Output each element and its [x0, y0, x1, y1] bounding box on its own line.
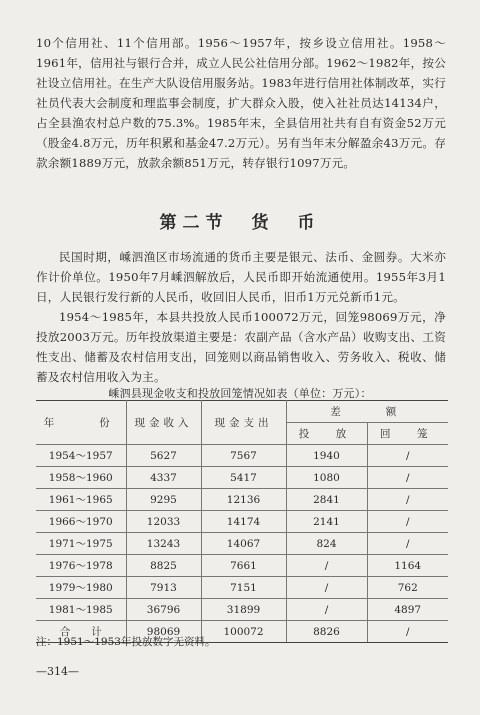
header-year: 年 份 — [36, 401, 126, 445]
cell-release: / — [286, 577, 367, 599]
paragraph-credit-cooperatives: 10个信用社、11个信用部。1956～1957年，按乡设立信用社。1958～1961年，信用社与银行合并，成立人民公社信用分部。1962～1982年，按公社设立信用社。在生产大队设信用服务站。1983年进行信用社体制改革，实行社员代表大会制度和理监事会制度，扩大群众入股，使入社社员达14134户，占全县渔农村总户数的75.3%。1985年末，全县信用社共有自有资金52万元（股金4.8万元，历年积累和基金47.2万元）。另有当年末分解盈余43万元。存款余额1889万元，放款余额851万元，转存银行1097万元。 — [36, 36, 446, 170]
header-release: 投 放 — [286, 423, 367, 445]
cell-release: 1080 — [286, 467, 367, 489]
cell-year: 1981～1985 — [36, 599, 126, 621]
cell-year: 合 计 — [36, 621, 126, 643]
cell-income: 4337 — [126, 467, 201, 489]
table-row — [36, 467, 448, 489]
cell-income: 36796 — [126, 599, 201, 621]
cell-expense: 7567 — [201, 445, 286, 467]
cell-income: 9295 — [126, 489, 201, 511]
cell-release: 2841 — [286, 489, 367, 511]
cell-year: 1954～1957 — [36, 445, 126, 467]
table-row — [36, 599, 448, 621]
cell-income: 8825 — [126, 555, 201, 577]
cell-income: 5627 — [126, 445, 201, 467]
cell-year: 1966～1970 — [36, 511, 126, 533]
cell-withdraw: 1164 — [367, 555, 448, 577]
cell-withdraw: 762 — [367, 577, 448, 599]
table-row — [36, 445, 448, 467]
cell-withdraw: / — [367, 467, 448, 489]
header-withdraw: 回 笼 — [367, 423, 448, 445]
cell-expense: 31899 — [201, 599, 286, 621]
cell-release: / — [286, 555, 367, 577]
table-header-row — [36, 401, 448, 423]
cell-release: / — [286, 599, 367, 621]
cell-withdraw: / — [367, 511, 448, 533]
cell-expense: 7661 — [201, 555, 286, 577]
header-difference: 差 额 — [286, 401, 448, 423]
table-row — [36, 511, 448, 533]
paragraph-currency-release: 1954～1985年，本县共投放人民币100072万元，回笼98069万元，净投放2003万元。历年投放渠道主要是：农副产品（含水产品）收购支出、工资性支出、储蓄及农村信用支出，回笼则以商品销售收入、劳务收入、税收、储蓄及农村信用收入为主。 — [36, 310, 446, 384]
page-number: —314— — [36, 665, 79, 678]
cell-release: 8826 — [286, 621, 367, 643]
cell-expense: 7151 — [201, 577, 286, 599]
table-row — [36, 577, 448, 599]
cell-year: 1976～1978 — [36, 555, 126, 577]
table-row — [36, 555, 448, 577]
cell-withdraw: 4897 — [367, 599, 448, 621]
cell-expense: 12136 — [201, 489, 286, 511]
cell-expense: 5417 — [201, 467, 286, 489]
cell-expense: 100072 — [201, 621, 286, 643]
table-row — [36, 489, 448, 511]
cell-withdraw: / — [367, 445, 448, 467]
cell-expense: 14067 — [201, 533, 286, 555]
table-row — [36, 533, 448, 555]
cell-expense: 14174 — [201, 511, 286, 533]
cell-year: 1958～1960 — [36, 467, 126, 489]
cell-withdraw: / — [367, 533, 448, 555]
section-title: 第二节 货 币 — [159, 213, 321, 233]
cell-year: 1961～1965 — [36, 489, 126, 511]
cash-table — [36, 400, 448, 643]
table-note: 注：1951～1953年投放数字无资料。 — [36, 636, 216, 648]
cell-income: 12033 — [126, 511, 201, 533]
header-expense: 现金支出 — [201, 401, 286, 445]
cell-withdraw: / — [367, 621, 448, 643]
cell-income: 7913 — [126, 577, 201, 599]
table-title: 嵊泗县现金收支和投放回笼情况如表（单位：万元）： — [108, 387, 372, 400]
cell-release: 2141 — [286, 511, 367, 533]
cell-withdraw: / — [367, 489, 448, 511]
cell-year: 1971～1975 — [36, 533, 126, 555]
cell-year: 1979～1980 — [36, 577, 126, 599]
cell-income: 13243 — [126, 533, 201, 555]
cell-income: 98069 — [126, 621, 201, 643]
header-income: 现金收入 — [126, 401, 201, 445]
cell-release: 1940 — [286, 445, 367, 467]
cell-release: 824 — [286, 533, 367, 555]
paragraph-currency-history: 民国时期，嵊泗渔区市场流通的货币主要是银元、法币、金圆券。大米亦作计价单位。1950年7月嵊泗解放后，人民币即开始流通使用。1955年3月1日，人民银行发行新的人民币，收回旧人民币，旧币1万元兑新币1元。 — [36, 250, 446, 304]
